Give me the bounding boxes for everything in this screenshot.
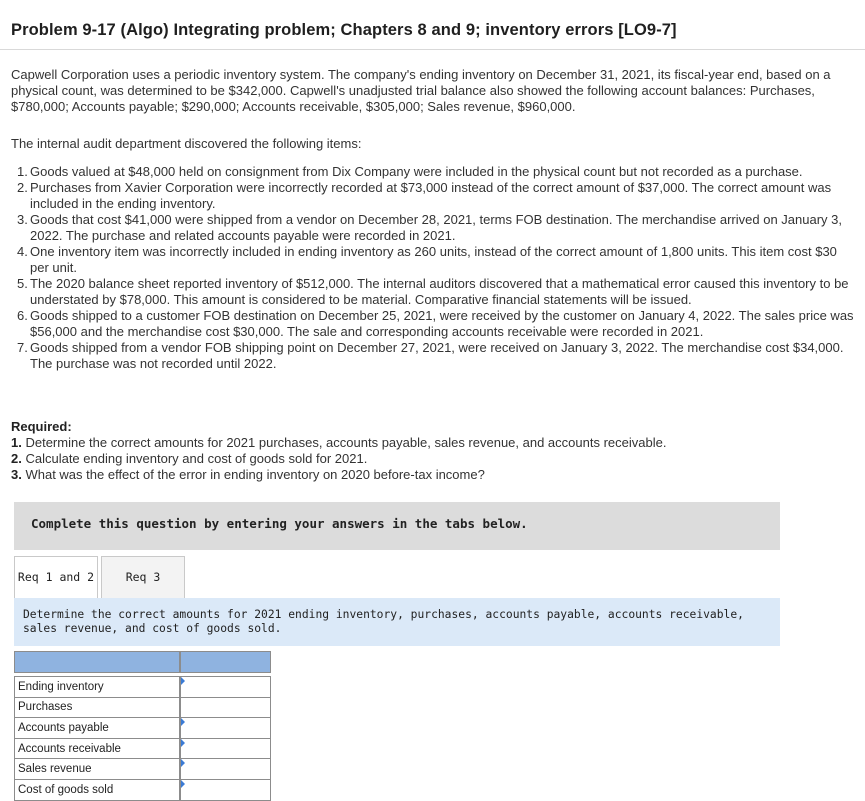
answer-cell [181, 677, 271, 698]
item-text: The 2020 balance sheet reported inventory of $512,000. The internal auditors discovered that a mathematical error caused this inventory to be understated by $78,000. This amount is considered to be material. Comparative financial statements will be issued. [30, 276, 849, 307]
list-item [17, 276, 859, 308]
input-marker-icon [181, 739, 185, 747]
answer-cell [181, 718, 271, 739]
tab-req-3[interactable]: Req 3 [101, 556, 185, 599]
page-title: Problem 9-17 (Algo) Integrating problem; Chapters 8 and 9; inventory errors [LO9-7] [11, 21, 677, 39]
row-label: Accounts payable [15, 718, 180, 739]
complete-question-banner [14, 502, 780, 550]
item-text: Goods valued at $48,000 held on consignment from Dix Company were included in the physical count but not recorded as a purchase. [30, 164, 803, 179]
header-cell [15, 652, 180, 673]
required-text: Determine the correct amounts for 2021 purchases, accounts payable, sales revenue, and accounts receivable. [25, 435, 667, 450]
input-marker-icon [181, 718, 185, 726]
item-number: 5. [17, 276, 28, 291]
list-item [17, 308, 859, 340]
required-line [11, 451, 666, 467]
purchases-input[interactable] [181, 698, 270, 717]
table-row [15, 718, 271, 739]
list-item [17, 180, 859, 212]
audit-lead-text: The internal audit department discovered the following items: [11, 136, 362, 151]
item-text: Goods shipped to a customer FOB destination on December 25, 2021, were received by the customer on January 4, 2022. The sales price was $56,000 and the merchandise cost $30,000. The sale and corresponding accounts receivable were recorded in 2021. [30, 308, 854, 339]
item-number: 6. [17, 308, 28, 323]
complete-prompt: Complete this question by entering your answers in the tabs below. [31, 516, 528, 531]
input-marker-icon [181, 677, 185, 685]
table-header-row [15, 652, 271, 673]
row-label: Ending inventory [15, 677, 180, 698]
list-item [17, 340, 859, 372]
table-row [15, 779, 271, 800]
required-number: 2. [11, 451, 22, 466]
intro-paragraph: Capwell Corporation uses a periodic inventory system. The company's ending inventory on December 31, 2021, its fiscal-year end, based on a physical count, was determined to be $342,000. Capwell's unadjusted trial balance also showed the following account balances: Purchases, $780,000; Accounts payable; $290,000; Accounts receivable, $305,000; Sales revenue, $960,000. [11, 67, 831, 114]
table-row [15, 677, 271, 698]
tab-req-1-and-2[interactable]: Req 1 and 2 [14, 556, 98, 599]
accounts-receivable-input[interactable] [181, 739, 270, 758]
list-item [17, 212, 859, 244]
row-label: Purchases [15, 697, 180, 718]
item-number: 1. [17, 164, 28, 179]
item-number: 4. [17, 244, 28, 259]
row-label: Accounts receivable [15, 738, 180, 759]
answer-table [14, 651, 271, 801]
item-text: One inventory item was incorrectly included in ending inventory as 260 units, instead of the correct amount of 1,800 units. This item cost $30 per unit. [30, 244, 837, 275]
item-text: Goods that cost $41,000 were shipped from a vendor on December 28, 2021, terms FOB destination. The merchandise arrived on January 3, 2022. The purchase and related accounts payable were recorded in 2021. [30, 212, 842, 243]
item-text: Purchases from Xavier Corporation were incorrectly recorded at $73,000 instead of the correct amount of $37,000. The correct amount was included in the ending inventory. [30, 180, 832, 211]
required-heading: Required: [11, 419, 72, 434]
answer-cell [181, 779, 271, 800]
answer-cell [181, 738, 271, 759]
item-number: 7. [17, 340, 28, 355]
sales-revenue-input[interactable] [181, 760, 270, 779]
required-line [11, 467, 666, 483]
row-label: Cost of goods sold [15, 779, 180, 800]
item-text: Goods shipped from a vendor FOB shipping point on December 27, 2021, were received on January 3, 2022. The merchandise cost $34,000. The purchase was not recorded until 2022. [30, 340, 844, 371]
required-section [11, 419, 666, 483]
required-number: 3. [11, 467, 22, 482]
title-divider [0, 49, 865, 50]
required-text: What was the effect of the error in ending inventory on 2020 before-tax income? [25, 467, 485, 482]
ending-inventory-input[interactable] [181, 677, 270, 696]
required-text: Calculate ending inventory and cost of goods sold for 2021. [25, 451, 368, 466]
panel-instruction: Determine the correct amounts for 2021 ending inventory, purchases, accounts payable, accounts receivable, sales revenue, and cost of goods sold. [23, 608, 744, 635]
required-number: 1. [11, 435, 22, 450]
answer-cell [181, 759, 271, 780]
required-line [11, 435, 666, 451]
tab-panel-instructions [14, 598, 780, 646]
input-marker-icon [181, 759, 185, 767]
cost-of-goods-sold-input[interactable] [181, 780, 270, 799]
item-number: 3. [17, 212, 28, 227]
item-number: 2. [17, 180, 28, 195]
header-cell [181, 652, 271, 673]
answer-cell [181, 697, 271, 718]
accounts-payable-input[interactable] [181, 718, 270, 737]
table-row [15, 697, 271, 718]
list-item [17, 244, 859, 276]
audit-items-list [17, 164, 859, 372]
list-item [17, 164, 859, 180]
row-label: Sales revenue [15, 759, 180, 780]
table-row [15, 759, 271, 780]
table-row [15, 738, 271, 759]
input-marker-icon [181, 780, 185, 788]
